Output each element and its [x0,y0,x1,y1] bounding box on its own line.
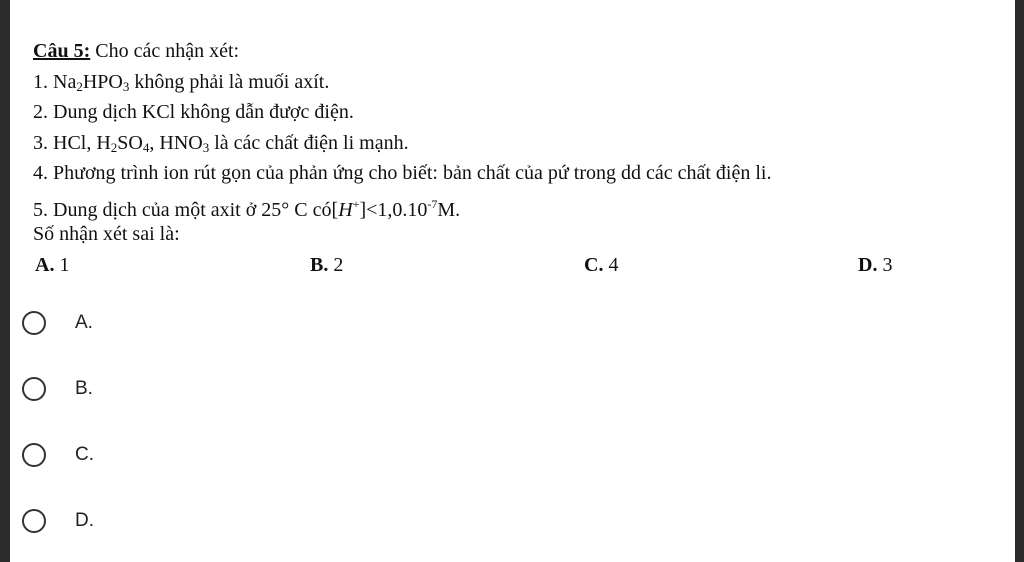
statement-1-prefix: 1. Na [33,70,77,93]
statement-1-sub2: 3 [122,78,130,94]
statement-4: 4. Phương trình ion rút gọn của phản ứng cho biết: bản chất của pứ trong dd các chất điện li. [33,162,772,184]
statement-1-sub1: 2 [76,78,83,94]
statement-1-mid: HPO [82,70,123,93]
radio-button-icon[interactable] [22,443,46,467]
statement-3-mid2: , HNO [149,131,203,154]
statement-3-mid1: SO [117,131,143,154]
answer-letter: B. [310,253,329,276]
answer-value: 2 [328,253,344,276]
statement-3-sub1: 2 [110,139,118,155]
statement-5-ion-charge: + [352,196,360,211]
option-label: C. [75,444,94,465]
answer-value: 3 [877,253,893,276]
statement-5-left-bracket: [ [331,198,339,221]
option-label: B. [75,378,93,399]
answer-choice-d [858,250,892,281]
radio-button-icon[interactable] [22,509,46,533]
radio-button-icon[interactable] [22,311,46,335]
statement-3-sub3: 3 [202,139,210,155]
answer-value: 4 [603,253,619,276]
answer-letter: C. [584,253,604,276]
statement-3-suffix: là các chất điện li mạnh. [209,131,409,154]
radio-options [22,290,422,554]
statement-5-ion: H [338,198,353,221]
statement-2: 2. Dung dịch KCl không dẫn được điện. [33,101,354,123]
statement-1-suffix: không phải là muối axít. [129,70,330,93]
answer-value: 1 [54,253,70,276]
statement-5-value: <1,0.10 [366,198,428,221]
question-header [33,36,1013,67]
option-label: A. [75,312,93,333]
option-c[interactable] [22,422,422,488]
answer-choices [33,250,1013,280]
statement-3 [33,128,1013,159]
answer-choice-c [584,250,618,281]
question-block [33,36,1013,280]
question-frame [10,0,1015,562]
statement-3-prefix: 3. HCl, H [33,131,111,154]
statement-5-exponent: -7 [427,196,438,211]
question-intro: Cho các nhận xét: [95,40,240,62]
answer-letter: A. [35,253,55,276]
radio-button-icon[interactable] [22,377,46,401]
statement-3-sub2: 4 [142,139,150,155]
statement-5-prefix: 5. Dung dịch của một axit ở 25° C có [33,198,332,221]
statement-1 [33,67,1013,98]
option-label: D. [75,510,94,531]
answer-choice-a [35,250,69,281]
option-b[interactable] [22,356,422,422]
question-title: Câu 5: [33,40,91,62]
statement-5 [33,189,1013,220]
statement-5-right-bracket: ] [359,198,367,221]
answer-choice-b [310,250,343,281]
statement-5-unit: M. [437,198,461,221]
answer-letter: D. [858,253,878,276]
question-prompt: Số nhận xét sai là: [33,223,180,245]
option-a[interactable] [22,290,422,356]
option-d[interactable] [22,488,422,554]
